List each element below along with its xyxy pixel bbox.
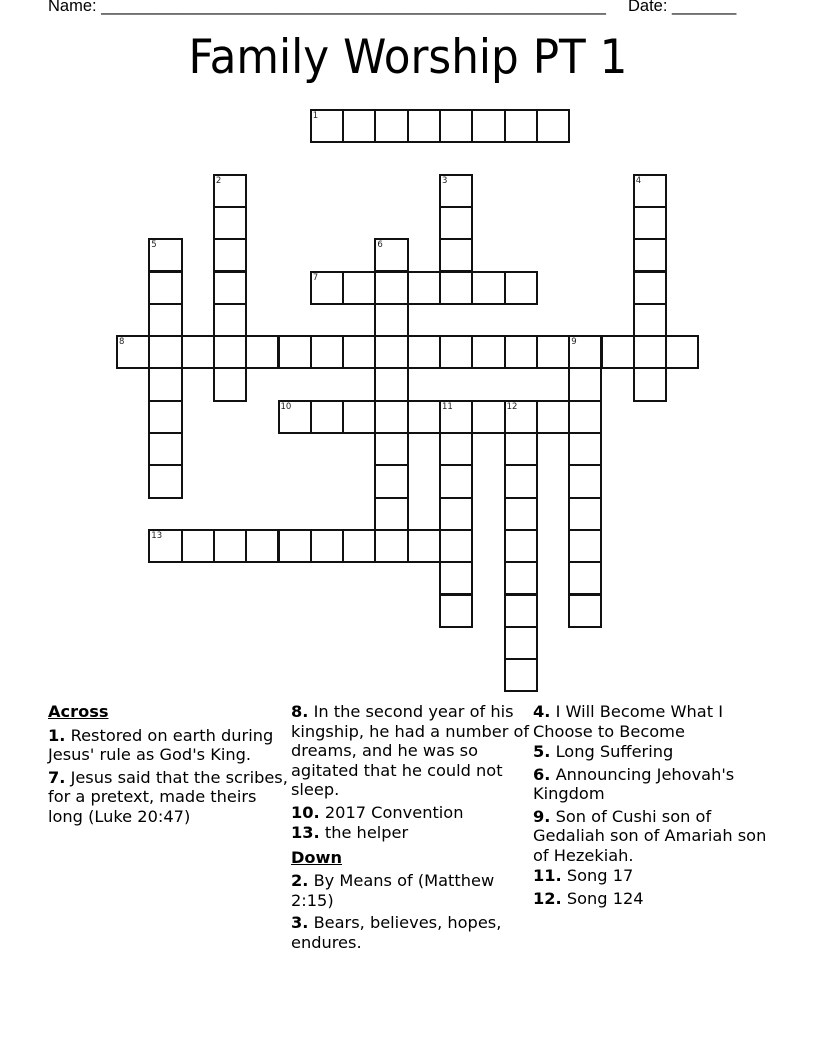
grid-cell[interactable]	[407, 271, 441, 305]
grid-cell[interactable]	[536, 109, 570, 143]
grid-cell[interactable]	[471, 271, 505, 305]
grid-cell[interactable]	[342, 109, 376, 143]
cell-number: 9	[571, 337, 577, 348]
grid-cell[interactable]	[148, 271, 182, 305]
grid-cell[interactable]	[374, 497, 408, 531]
grid-cell[interactable]	[633, 367, 667, 401]
grid-cell[interactable]	[504, 400, 538, 434]
clue-text: By Means of (Matthew 2:15)	[291, 871, 495, 910]
cell-number: 7	[312, 272, 319, 283]
cell-number: 2	[215, 175, 222, 186]
clue-text: Bears, believes, hopes, endures.	[291, 913, 502, 952]
grid-cell[interactable]	[213, 529, 247, 563]
grid-cell[interactable]	[278, 335, 312, 369]
clue-number: 9.	[533, 806, 551, 826]
grid-cell[interactable]	[504, 594, 538, 628]
grid-cell[interactable]	[504, 497, 538, 531]
date-blank[interactable]: _______	[672, 0, 737, 15]
clue-number: 5.	[533, 742, 551, 761]
grid-cell[interactable]	[213, 335, 247, 369]
grid-cell[interactable]	[310, 400, 344, 434]
grid-cell[interactable]	[213, 206, 247, 240]
cell-number: 10	[280, 401, 292, 412]
clue-across-7	[48, 768, 288, 827]
clue-number: 13.	[291, 823, 320, 842]
grid-cell[interactable]	[374, 367, 408, 401]
grid-cell[interactable]	[439, 400, 473, 434]
clue-text: Song 17	[566, 866, 634, 885]
clue-text: Long Suffering	[555, 742, 674, 761]
grid-cell[interactable]	[213, 367, 247, 401]
cell-number: 6	[377, 240, 383, 251]
grid-cell[interactable]	[504, 271, 538, 305]
name-blank[interactable]: _______________________________________________________	[101, 0, 606, 15]
grid-cell[interactable]	[116, 335, 150, 369]
clue-text: Restored on earth during Jesus' rule as God's King.	[48, 725, 274, 764]
grid-cell[interactable]	[310, 529, 344, 563]
cell-number: 5	[151, 240, 157, 251]
date-label: Date:	[628, 0, 668, 15]
clue-number: 7.	[48, 767, 66, 787]
clue-across-8	[291, 702, 531, 800]
cell-number: 11	[442, 401, 453, 412]
grid-cell[interactable]	[342, 400, 376, 434]
grid-cell[interactable]	[633, 174, 667, 208]
grid-cell[interactable]	[633, 238, 667, 272]
grid-cell[interactable]	[536, 400, 570, 434]
grid-cell[interactable]	[310, 109, 344, 143]
grid-cell[interactable]	[213, 303, 247, 337]
grid-cell[interactable]	[504, 432, 538, 466]
grid-cell[interactable]	[471, 335, 505, 369]
grid-cell[interactable]	[310, 271, 344, 305]
grid-cell[interactable]	[504, 464, 538, 498]
grid-cell[interactable]	[407, 529, 441, 563]
grid-cell[interactable]	[568, 529, 602, 563]
grid-cell[interactable]	[278, 529, 312, 563]
grid-cell[interactable]	[471, 109, 505, 143]
grid-cell[interactable]	[342, 529, 376, 563]
grid-cell[interactable]	[439, 561, 473, 595]
across-heading: Across	[48, 702, 109, 721]
clue-text: In the second year of his kingship, he had a number of dreams, and he was so agitated that he could not sleep.	[291, 702, 530, 799]
clue-across-10	[291, 803, 531, 823]
clues-column-3	[533, 702, 773, 911]
cell-number: 1	[312, 111, 319, 121]
cell-number: 13	[151, 530, 163, 541]
grid-cell[interactable]	[148, 529, 182, 563]
grid-cell[interactable]	[536, 335, 570, 369]
grid-cell[interactable]	[374, 529, 408, 563]
grid-cell[interactable]	[504, 626, 538, 660]
grid-cell[interactable]	[439, 109, 473, 143]
grid-cell[interactable]	[374, 238, 408, 272]
grid-cell[interactable]	[568, 432, 602, 466]
grid-cell[interactable]	[181, 529, 215, 563]
grid-cell[interactable]	[439, 594, 473, 628]
grid-cell[interactable]	[439, 271, 473, 305]
cell-number: 3	[442, 175, 448, 186]
clue-across-13	[291, 823, 531, 843]
grid-cell[interactable]	[181, 335, 215, 369]
clue-number: 10.	[291, 802, 320, 822]
grid-cell[interactable]	[633, 206, 667, 240]
clue-number: 2.	[291, 871, 309, 890]
grid-cell[interactable]	[407, 109, 441, 143]
grid-cell[interactable]	[439, 464, 473, 498]
clue-number: 8.	[291, 702, 309, 721]
grid-cell[interactable]	[504, 109, 538, 143]
clue-text: the helper	[324, 823, 409, 842]
grid-cell[interactable]	[148, 335, 182, 369]
clue-text: Son of Cushi son of Gedaliah son of Amariah son of Hezekiah.	[533, 806, 767, 865]
clue-down-4	[533, 702, 773, 741]
grid-cell[interactable]	[439, 206, 473, 240]
clue-down-3	[291, 913, 531, 952]
grid-cell[interactable]	[568, 335, 602, 369]
clue-number: 6.	[533, 764, 551, 784]
cell-number: 8	[119, 337, 125, 348]
clue-text: Announcing Jehovah's Kingdom	[533, 764, 735, 803]
grid-cell[interactable]	[245, 529, 279, 563]
grid-cell[interactable]	[148, 464, 182, 498]
grid-cell[interactable]	[633, 303, 667, 337]
grid-cell[interactable]	[374, 109, 408, 143]
clues-column-1	[48, 702, 288, 829]
grid-cell[interactable]	[504, 335, 538, 369]
grid-cell[interactable]	[374, 400, 408, 434]
grid-cell[interactable]	[148, 432, 182, 466]
grid-cell[interactable]	[148, 400, 182, 434]
grid-cell[interactable]	[374, 464, 408, 498]
grid-cell[interactable]	[568, 497, 602, 531]
clue-down-11	[533, 866, 773, 886]
clue-number: 4.	[533, 702, 551, 721]
grid-cell[interactable]	[568, 400, 602, 434]
grid-cell[interactable]	[374, 432, 408, 466]
clue-down-6	[533, 765, 773, 804]
grid-cell[interactable]	[439, 238, 473, 272]
clue-number: 1.	[48, 725, 66, 745]
grid-cell[interactable]	[278, 400, 312, 434]
cell-number: 4	[635, 175, 642, 186]
clue-number: 11.	[533, 866, 562, 885]
grid-cell[interactable]	[439, 335, 473, 369]
grid-cell[interactable]	[148, 303, 182, 337]
grid-cell[interactable]	[633, 271, 667, 305]
grid-cell[interactable]	[213, 174, 247, 208]
down-heading: Down	[291, 847, 343, 867]
clue-down-9	[533, 807, 773, 866]
name-label: Name:	[48, 0, 97, 15]
grid-cell[interactable]	[245, 335, 279, 369]
clue-down-12	[533, 889, 773, 909]
clue-text: 2017 Convention	[324, 802, 464, 822]
grid-cell[interactable]	[407, 400, 441, 434]
grid-cell[interactable]	[471, 400, 505, 434]
grid-cell[interactable]	[504, 561, 538, 595]
grid-cell[interactable]	[439, 432, 473, 466]
grid-cell[interactable]	[342, 335, 376, 369]
clue-down-2	[291, 871, 531, 910]
grid-cell[interactable]	[342, 271, 376, 305]
clue-down-5	[533, 742, 773, 762]
grid-cell[interactable]	[148, 238, 182, 272]
grid-cell[interactable]	[568, 464, 602, 498]
grid-cell[interactable]	[439, 497, 473, 531]
grid-cell[interactable]	[407, 335, 441, 369]
grid-cell[interactable]	[374, 271, 408, 305]
page-title: Family Worship PT 1	[188, 30, 628, 85]
grid-cell[interactable]	[374, 303, 408, 337]
clue-number: 12.	[533, 888, 562, 908]
clue-across-1	[48, 726, 288, 765]
grid-cell[interactable]	[633, 335, 667, 369]
grid-cell[interactable]	[504, 529, 538, 563]
grid-cell[interactable]	[504, 658, 538, 692]
grid-cell[interactable]	[601, 335, 635, 369]
grid-cell[interactable]	[310, 335, 344, 369]
grid-cell[interactable]	[148, 367, 182, 401]
clue-text: Jesus said that the scribes, for a pretext, made theirs long (Luke 20:47)	[48, 767, 288, 826]
grid-cell[interactable]	[568, 594, 602, 628]
clue-text: Song 124	[566, 888, 644, 908]
grid-cell[interactable]	[568, 367, 602, 401]
grid-cell[interactable]	[665, 335, 699, 369]
grid-cell[interactable]	[374, 335, 408, 369]
clues-column-2	[291, 702, 531, 955]
grid-cell[interactable]	[213, 271, 247, 305]
clue-number: 3.	[291, 913, 309, 932]
grid-cell[interactable]	[213, 238, 247, 272]
clue-text: I Will Become What I Choose to Become	[533, 702, 723, 741]
grid-cell[interactable]	[439, 529, 473, 563]
cell-number: 12	[506, 401, 518, 412]
grid-cell[interactable]	[439, 174, 473, 208]
grid-cell[interactable]	[568, 561, 602, 595]
